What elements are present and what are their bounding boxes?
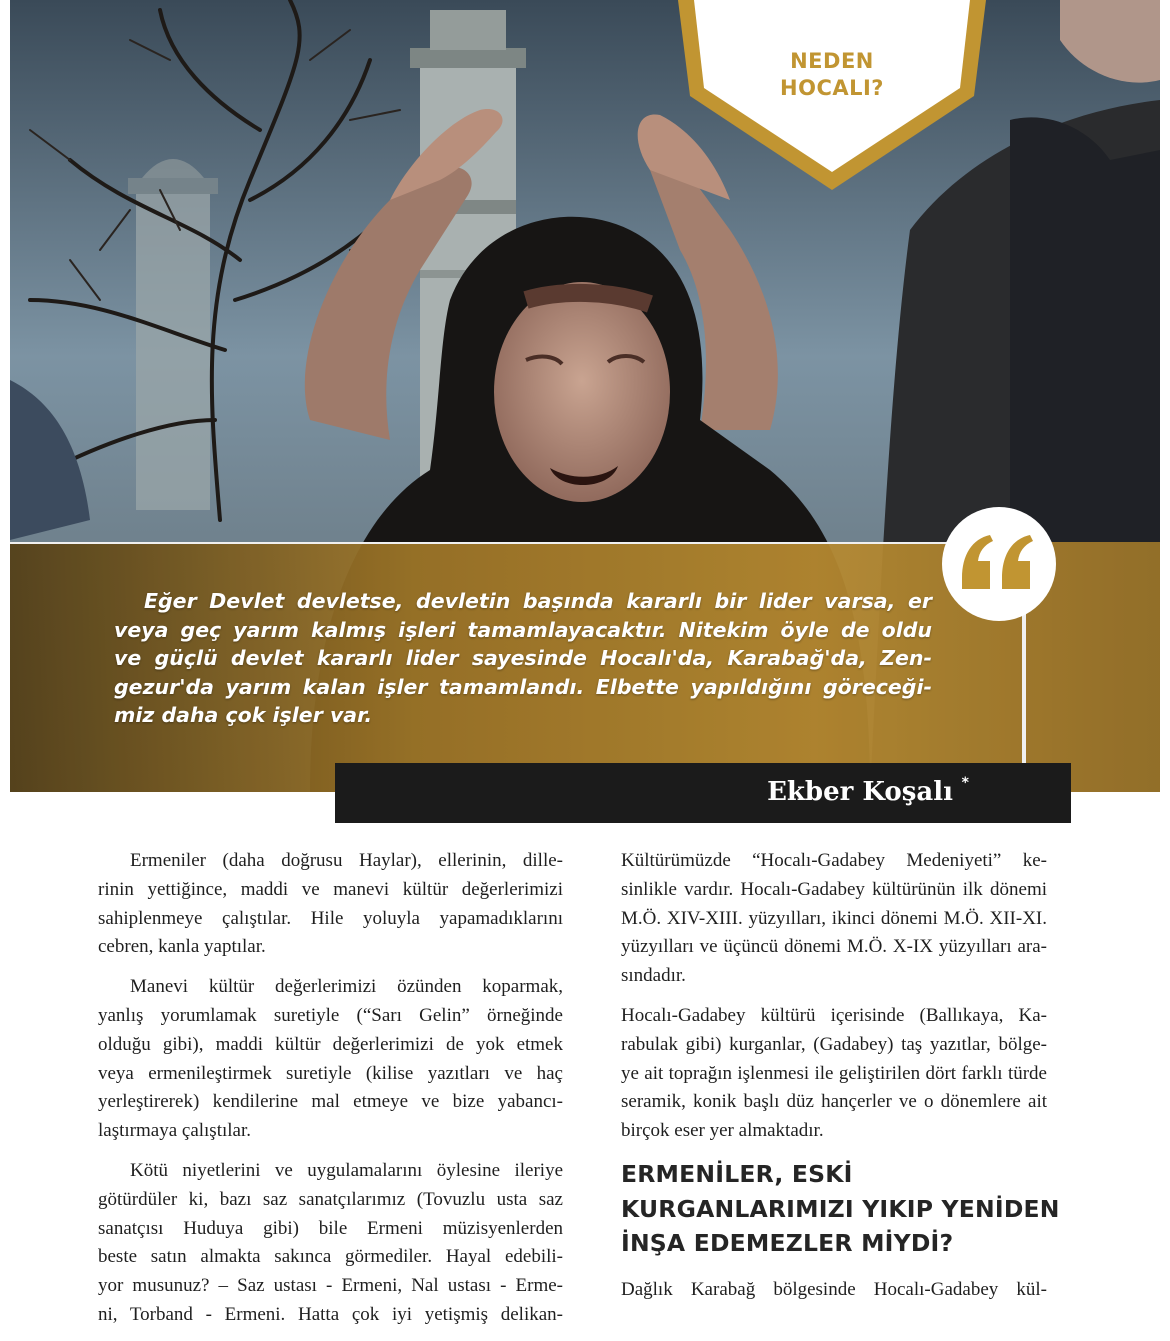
left-column (98, 847, 563, 1341)
paragraph (98, 1157, 563, 1330)
text-line: yerleştirerek) kendilerine mal etmeye ve bize yabancı- (98, 1091, 563, 1113)
text-line: sinlikle vardır. Hocalı-Gadabey kültürünün ilk dönemi (621, 878, 1047, 900)
pull-quote (114, 587, 932, 730)
text-line: sahiplenmeye çalıştılar. Hile yoluyla yapamadıklarını (98, 907, 563, 929)
text-line: Kötü niyetlerini ve uygulamalarını öylesine ileriye (130, 1159, 563, 1181)
quote-line: Eğer Devlet devletse, devletin başında kararlı bir lider varsa, er (144, 589, 932, 613)
text-line: Ermeniler (daha doğrusu Haylar), ellerinin, dille- (130, 850, 563, 871)
text-line: seramik, konik başlı düz hançerler ve o dönemlere ait (621, 1091, 1047, 1113)
continuation-text (621, 1276, 1047, 1298)
text-line: ni, Torband - Ermeni. Hatta çok iyi yetişmiş delikan- (98, 1303, 563, 1325)
paragraph (621, 847, 1047, 991)
right-column (621, 847, 1047, 1157)
author-name: Ekber Koşalı (767, 777, 953, 807)
text-line: M.Ö. XIV-XIII. yüzyılları, ikinci dönemi M.Ö. XII-XI. (621, 907, 1047, 929)
paragraph (621, 1002, 1047, 1146)
quote-line: ve güçlü devlet kararlı lider sayesinde Hocalı'da, Karabağ'da, Zen- (114, 646, 932, 670)
subheading-line: ERMENİLER, ESKİ (621, 1160, 853, 1188)
paragraph (98, 847, 563, 962)
subheading-line: KURGANLARIMIZI YIKIP YENİDEN (621, 1194, 1060, 1223)
text-line: rinin yettiğince, maddi ve manevi kültür değerlerimizi (98, 878, 563, 900)
text-line: sındadır. (621, 965, 686, 987)
text-line: rabulak gibi) kurganlar, (Gadabey) taş yazıtlar, bölge- (621, 1033, 1047, 1055)
text-line: yanlış yorumlamak suretiyle (“Sarı Gelin” örneğinde (98, 1004, 563, 1026)
author-footnote-mark: * (961, 775, 969, 791)
section-label-line-1: NEDEN (790, 49, 874, 73)
paragraph (98, 973, 563, 1146)
text-line: Kültürümüzde “Hocalı-Gadabey Medeniyeti” ke- (621, 850, 1047, 871)
text-line: yor musunuz? – Saz ustası - Ermeni, Nal ustası - Erme- (98, 1275, 563, 1297)
quote-line: gezur'da yarım kalan işler tamamlandı. Elbette yapıldığını göreceği- (114, 674, 932, 699)
minaret-left (128, 159, 218, 510)
text-line: götürdüler ki, bazı saz sanatçılarımız (Tovuzlu usta saz (98, 1188, 563, 1210)
author-bar (335, 763, 1071, 823)
text-line: yüzyılları ve üçüncü dönemi M.Ö. X-IX yüzyılları ara- (621, 936, 1047, 958)
text-line: ye ait toprağın işlenmesi ile geliştirilen dört farklı türde (621, 1062, 1047, 1084)
section-subheading (621, 1157, 1061, 1261)
subheading-line: İNŞA EDEMEZLER MİYDİ? (621, 1229, 954, 1257)
section-label-line-2: HOCALI? (780, 76, 884, 100)
section-badge (668, 0, 996, 200)
text-line: cebren, kanla yaptılar. (98, 936, 266, 958)
text-line: Hocalı-Gadabey kültürü içerisinde (Ballıkaya, Ka- (621, 1004, 1047, 1026)
quote-line: veya geç yarım kalmış işleri tamamlayacaktır. Nitekim öyle de oldu (114, 617, 932, 642)
text-line: beste satın almakta sakınca görmediler. Hayal edebili- (98, 1246, 563, 1268)
quote-line: miz daha çok işler var. (114, 703, 373, 727)
text-line: veya ermenileştirmek suretiyle (kilise yazıtları ve haç (98, 1062, 563, 1084)
text-line: Manevi kültür değerlerimizi özünden koparmak, (130, 976, 563, 998)
text-line: Dağlık Karabağ bölgesinde Hocalı-Gadabey kül- (621, 1279, 1047, 1300)
text-line: sanatçısı Huduya gibi) bile Ermeni müzisyenlerden (98, 1217, 563, 1239)
quote-mark-icon (940, 505, 1058, 623)
text-line: olduğu gibi), maddi kültür değerlerimizi de yok etmek (98, 1033, 563, 1055)
text-line: birçok eser yer almaktadır. (621, 1120, 824, 1142)
text-line: laştırmaya çalıştılar. (98, 1120, 252, 1142)
